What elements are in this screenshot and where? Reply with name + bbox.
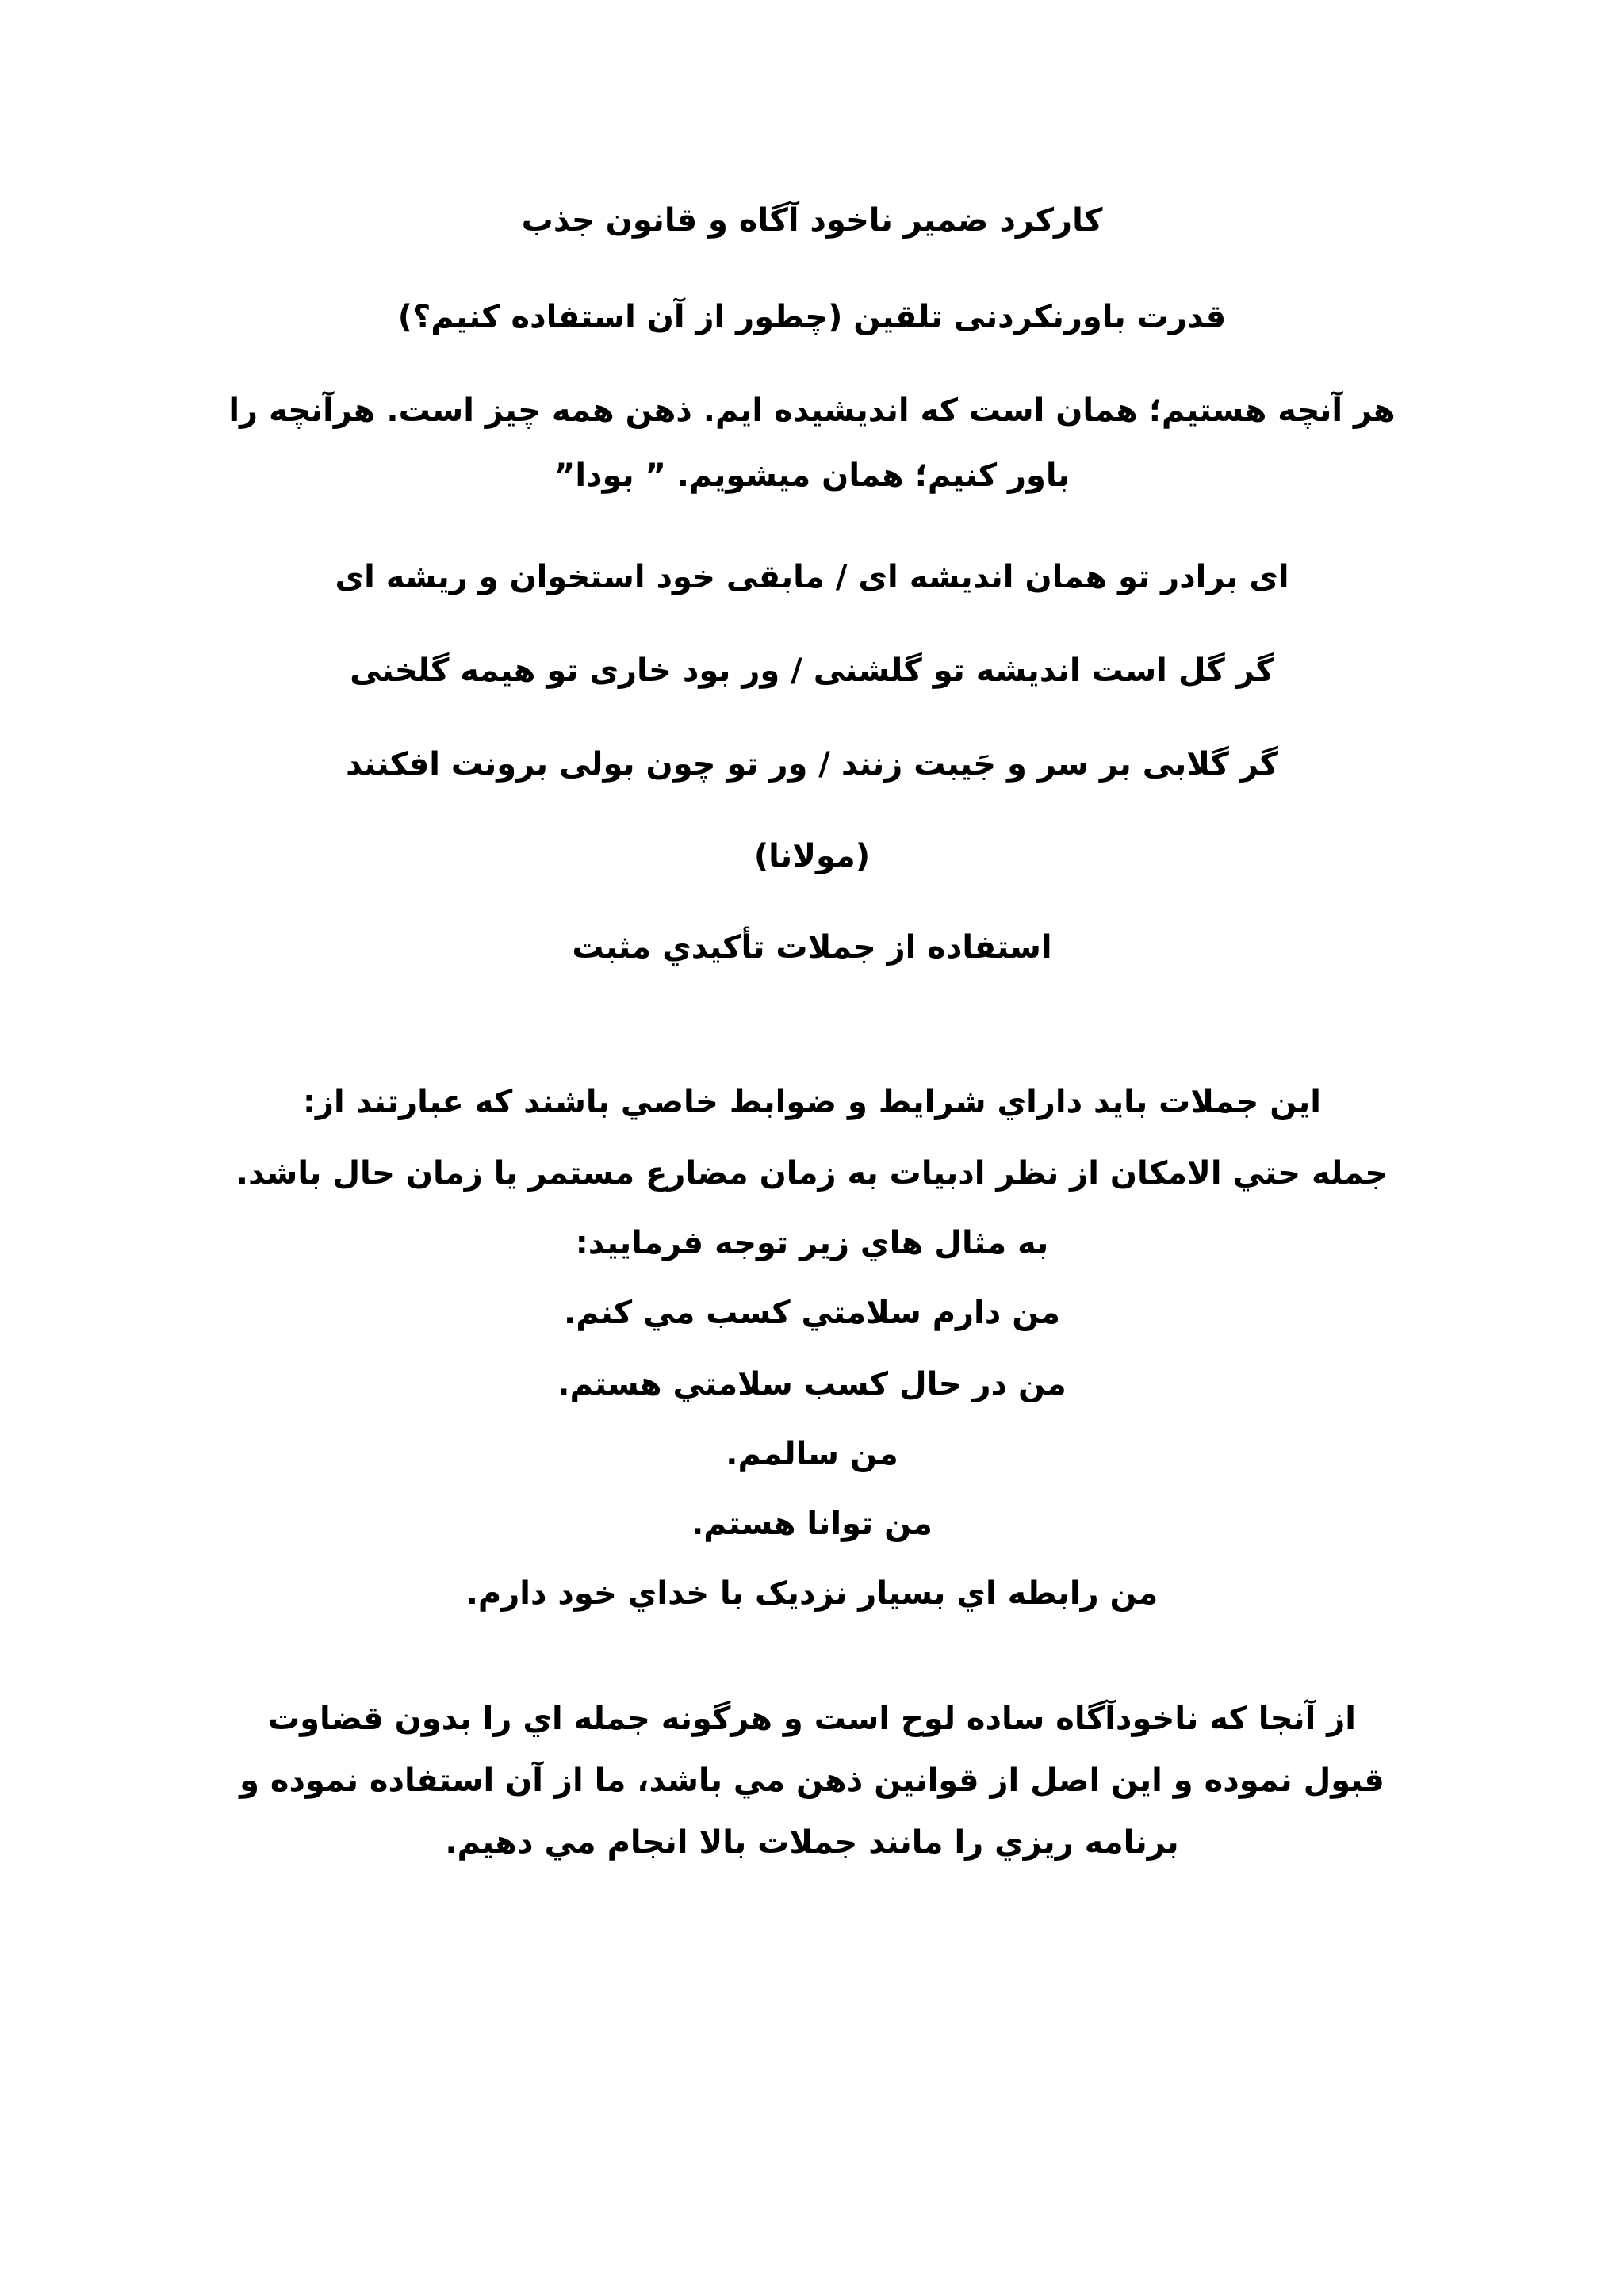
poem-line-2: گر گل است اندیشه تو گلشنی / ور بود خاری تو هیمه گلخنی xyxy=(350,652,1274,689)
poem-line-1: ای برادر تو همان اندیشه ای / مابقی خود استخوان و ریشه ای xyxy=(335,559,1289,595)
quote-line-1: هر آنچه هستیم؛ همان است که اندیشیده ایم. ذهن همه چیز است. هرآنچه را xyxy=(228,392,1396,429)
poem-line-3: گر گلابی بر سر و جَیبت زنند / ور تو چون بولی برونت افکنند xyxy=(346,746,1278,783)
example-line: من سالمم. xyxy=(726,1436,898,1472)
closing-line-1: از آنجا كه ناخودآگاه ساده لوح است و هرگونه جمله اي را بدون قضاوت xyxy=(267,1701,1356,1737)
quote-line-2: باور کنیم؛ همان میشویم. ” بودا” xyxy=(554,457,1070,494)
example-line: من دارم سلامتي كسب مي كنم. xyxy=(564,1295,1060,1331)
example-line: من توانا هستم. xyxy=(691,1506,933,1542)
body-line-2: جمله حتي الامكان از نظر ادبيات به زمان مضارع مستمر يا زمان حال باشد. xyxy=(236,1155,1388,1192)
section-heading: استفاده از جملات تأكيدي مثبت xyxy=(572,929,1052,966)
document-subtitle: قدرت باورنکردنی تلقین (چطور از آن استفاده کنیم؟) xyxy=(397,299,1227,335)
body-line-1: اين جملات بايد داراي شرايط و ضوابط خاصي باشند كه عبارتند از: xyxy=(302,1084,1322,1120)
closing-line-2: قبول نموده و اين اصل از قوانين ذهن مي باشد، ما از آن استفاده نموده و xyxy=(239,1762,1385,1799)
document-title: کارکرد ضمير ناخود آگاه و قانون جذب xyxy=(521,202,1103,239)
poem-attribution: (مولانا) xyxy=(753,838,871,874)
body-line-3: به مثال هاي زير توجه فرماييد: xyxy=(575,1225,1049,1261)
example-line: من در حال كسب سلامتي هستم. xyxy=(557,1366,1067,1402)
example-line: من رابطه اي بسيار نزديک با خداي خود دارم. xyxy=(465,1575,1159,1612)
closing-line-3: برنامه ريزي را مانند جملات بالا انجام مي دهيم. xyxy=(445,1824,1179,1861)
